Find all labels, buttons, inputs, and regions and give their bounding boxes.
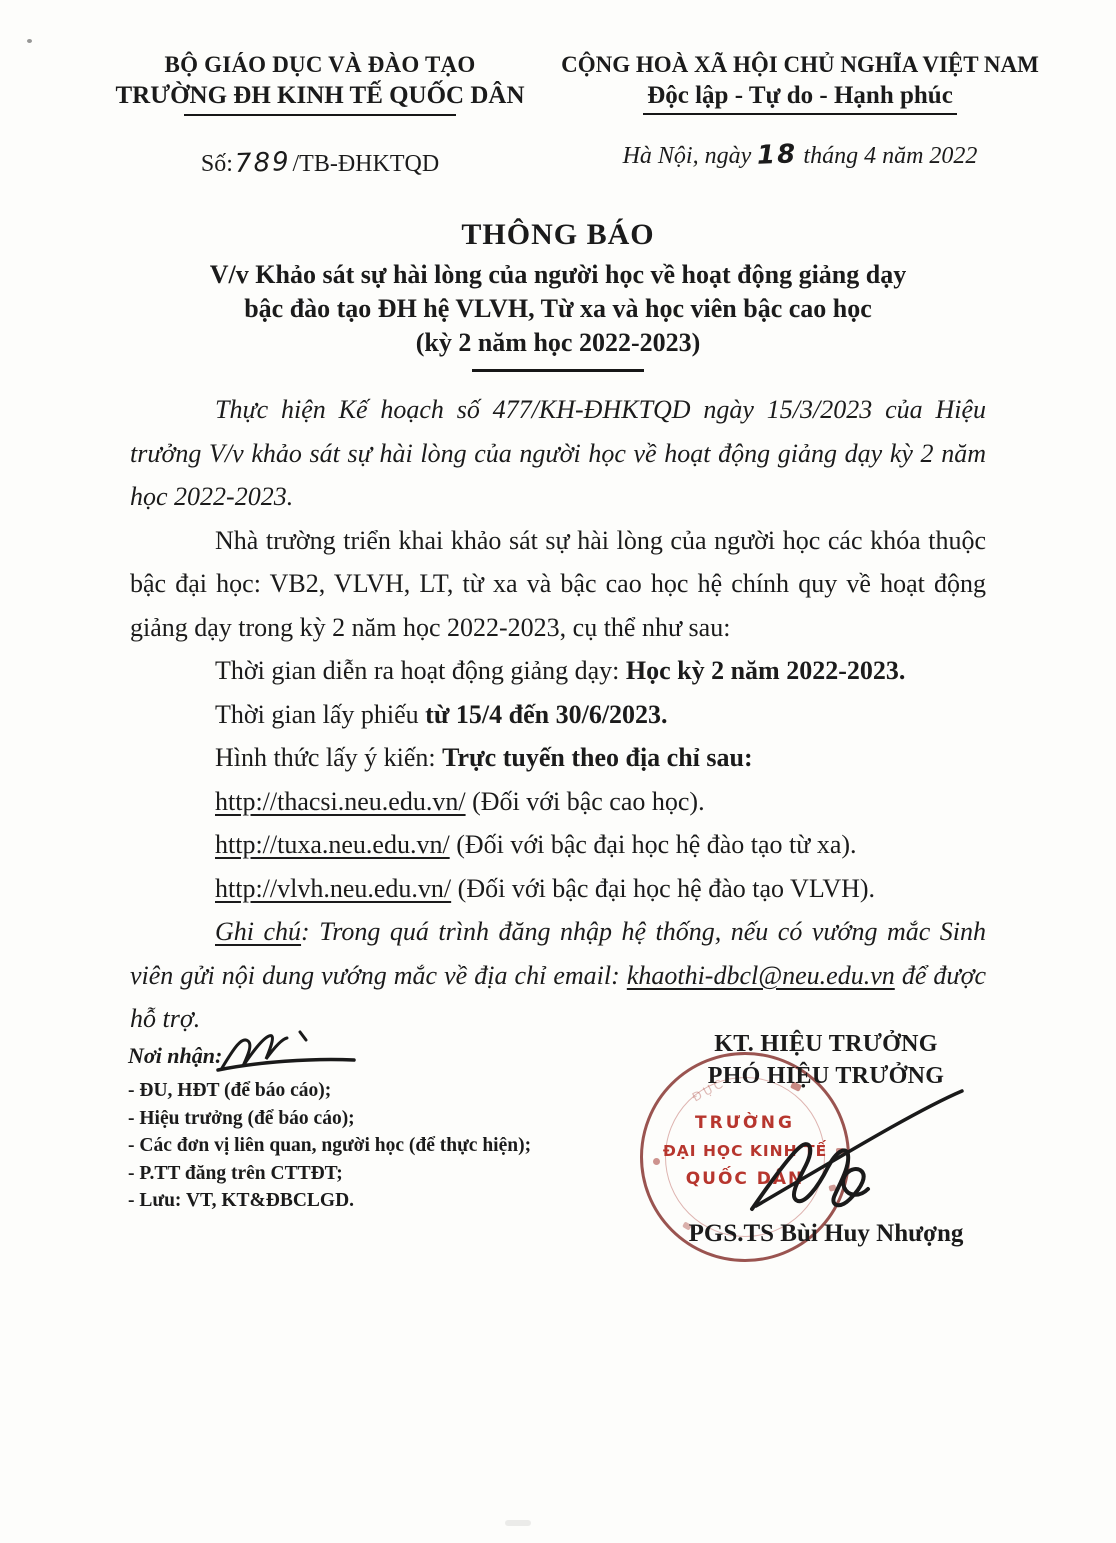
paragraph-introduction: Nhà trường triển khai khảo sát sự hài lòng của người học các khóa thuộc bậc đại học: VB2, VLVH, LT, từ xa và bậc cao học hệ chính quy về hoạt động giảng dạy trong kỳ 2 năm học 2022-2023, cụ thể như sau:	[130, 525, 986, 642]
recipient-item: - Lưu: VT, KT&ĐBCLGD.	[128, 1190, 355, 1211]
paragraph-note	[130, 910, 986, 1041]
survey-period-value: từ 15/4 đến 30/6/2023.	[425, 699, 668, 729]
link-thacsi-description: (Đối với bậc cao học).	[465, 786, 705, 816]
date-prefix: Hà Nội, ngày	[622, 143, 752, 169]
country-name: CỘNG HOÀ XÃ HỘI CHỦ NGHĨA VIỆT NAM	[561, 52, 1039, 77]
title-heading: THÔNG BÁO	[461, 218, 655, 251]
doc-number-handwritten: 789	[234, 147, 292, 179]
link-tuxa-description: (Đối với bậc đại học hệ đào tạo từ xa).	[449, 830, 857, 859]
note-label: Ghi chú	[215, 917, 302, 946]
signer-title-kt: KT. HIỆU TRƯỞNG	[714, 1031, 938, 1057]
note-text-after-email: để được hỗ trợ.	[130, 960, 986, 1033]
paragraph-legal-basis: Thực hiện Kế hoạch số 477/KH-ĐHKTQD ngày 15/3/2023 của Hiệu trưởng V/v khảo sát sự hài lòng của người học về hoạt động giảng dạy kỳ 2 năm học 2022-2023.	[130, 395, 986, 511]
document-body	[130, 388, 986, 1041]
recipient-item: - P.TT đăng trên CTTĐT;	[128, 1162, 343, 1184]
title-underline	[472, 369, 644, 372]
survey-period-label: Thời gian lấy phiếu	[215, 699, 426, 729]
doc-number-prefix: Số:	[200, 151, 233, 177]
date-suffix: tháng 4 năm 2022	[803, 143, 978, 169]
line-link-tuxa	[215, 823, 986, 867]
recipient-item: - Hiệu trưởng (để báo cáo);	[128, 1107, 355, 1129]
line-survey-method	[215, 736, 986, 780]
national-motto: Độc lập - Tự do - Hạnh phúc	[643, 82, 957, 115]
scan-artifact-dot	[27, 39, 32, 43]
title-subject-line1: V/v Khảo sát sự hài lòng của người học về hoạt động giảng dạy	[209, 260, 907, 289]
link-vlvh-description: (Đối với bậc đại học hệ đào tạo VLVH).	[451, 873, 876, 903]
stamp-faint-arc-text: ĐỤC	[689, 1075, 728, 1105]
link-support-email[interactable]: khaothi-dbcl@neu.edu.vn	[626, 960, 895, 990]
line-survey-period	[215, 693, 986, 737]
university-name: TRƯỜNG ĐH KINH TẾ QUỐC DÂN	[115, 82, 525, 109]
line-teaching-period	[215, 649, 986, 693]
teaching-period-label: Thời gian diễn ra hoạt động giảng dạy:	[215, 656, 626, 685]
date-day-handwritten: 18	[756, 139, 798, 171]
teaching-period-value: Học kỳ 2 năm 2022-2023.	[625, 656, 906, 685]
recipient-item: - ĐU, HĐT (để báo cáo);	[128, 1080, 332, 1101]
issuing-authority-block	[100, 52, 540, 116]
signer-name: PGS.TS Bùi Huy Nhượng	[688, 1220, 964, 1247]
signer-title-block	[620, 1028, 1032, 1092]
link-thacsi[interactable]: http://thacsi.neu.edu.vn/	[215, 786, 466, 816]
signer-title-vice-rector: PHÓ HIỆU TRƯỞNG	[707, 1063, 945, 1089]
stamp-line3: QUỐC DÂN	[685, 1169, 805, 1189]
stamp-line1: TRƯỜNG	[695, 1113, 795, 1133]
line-link-vlvh	[215, 867, 986, 911]
link-tuxa[interactable]: http://tuxa.neu.edu.vn/	[215, 830, 450, 859]
link-vlvh[interactable]: http://vlvh.neu.edu.vn/	[215, 873, 452, 903]
national-motto-block	[552, 52, 1048, 115]
title-subject-line2: bậc đào tạo ĐH hệ VLVH, Từ xa và học viên bậc cao học	[244, 294, 872, 323]
document-title-block	[0, 218, 1116, 372]
scan-artifact-smudge	[505, 1520, 531, 1526]
stamp-line2: ĐẠI HỌC KINH TẾ	[662, 1142, 828, 1160]
title-subject-line3: (kỳ 2 năm học 2022-2023)	[415, 328, 701, 357]
recipients-block	[128, 1043, 598, 1215]
doc-number-suffix: /TB-ĐHKTQD	[292, 151, 440, 177]
ministry-name: BỘ GIÁO DỤC VÀ ĐÀO TẠO	[164, 52, 476, 77]
recipients-label: Nơi nhận:	[128, 1043, 223, 1068]
note-text-before-email: : Trong quá trình đăng nhập hệ thống, nếu có vướng mắc Sinh viên gửi nội dung vướng mắc về địa chỉ email:	[130, 917, 986, 990]
survey-method-value: Trực tuyến theo địa chỉ sau:	[442, 743, 753, 772]
line-link-thacsi	[215, 780, 986, 824]
document-number	[100, 148, 540, 178]
handwritten-initials	[212, 1026, 362, 1076]
date-line	[552, 140, 1048, 170]
survey-method-label: Hình thức lấy ý kiến:	[215, 743, 443, 772]
recipient-item: - Các đơn vị liên quan, người học (để thực hiện);	[128, 1135, 532, 1156]
stamp-ink-mark	[653, 1158, 660, 1165]
header-underline	[184, 114, 456, 116]
